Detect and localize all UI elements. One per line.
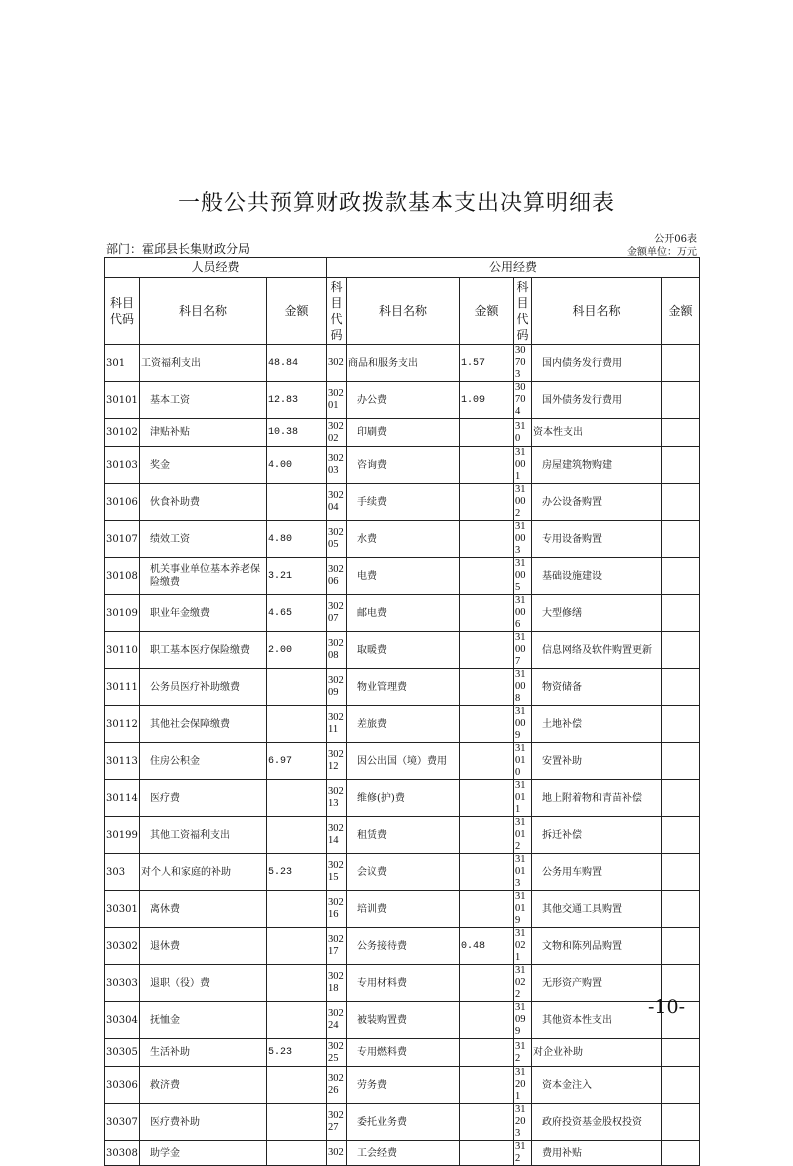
cell-name: 对企业补助 — [532, 1039, 662, 1067]
table-row — [105, 558, 700, 595]
cell-amount: 48.84 — [267, 345, 327, 382]
cell-amount: 1.57 — [460, 345, 514, 382]
table-row — [105, 419, 700, 447]
cell-code: 31008 — [514, 669, 532, 706]
cell-amount — [460, 558, 514, 595]
cell-code: 303 — [105, 854, 140, 891]
cell-amount — [460, 669, 514, 706]
cell-amount — [662, 1039, 700, 1067]
table-row — [105, 891, 700, 928]
cell-amount — [662, 1141, 700, 1166]
header-code: 科目代码 — [327, 278, 347, 345]
cell-code: 30101 — [105, 382, 140, 419]
cell-code: 30224 — [327, 1002, 347, 1039]
cell-name: 物业管理费 — [347, 669, 460, 706]
cell-amount — [267, 669, 327, 706]
cell-name: 培训费 — [347, 891, 460, 928]
cell-name: 维修(护)费 — [347, 780, 460, 817]
cell-amount — [267, 484, 327, 521]
header-name: 科目名称 — [140, 278, 267, 345]
table-row — [105, 382, 700, 419]
cell-amount — [460, 891, 514, 928]
cell-amount — [267, 1141, 327, 1166]
cell-name: 费用补贴 — [532, 1141, 662, 1166]
cell-code: 30206 — [327, 558, 347, 595]
cell-code: 301 — [105, 345, 140, 382]
cell-amount — [662, 891, 700, 928]
cell-code: 31012 — [514, 817, 532, 854]
cell-code: 31005 — [514, 558, 532, 595]
cell-name: 其他资本性支出 — [532, 1002, 662, 1039]
cell-code: 30106 — [105, 484, 140, 521]
cell-amount — [662, 484, 700, 521]
cell-amount — [267, 1067, 327, 1104]
cell-code: 30703 — [514, 345, 532, 382]
cell-amount — [267, 891, 327, 928]
cell-code: 30203 — [327, 447, 347, 484]
table-row — [105, 447, 700, 484]
cell-name: 退休费 — [140, 928, 267, 965]
table-row — [105, 743, 700, 780]
cell-code: 31010 — [514, 743, 532, 780]
cell-name: 委托业务费 — [347, 1104, 460, 1141]
cell-name: 生活补助 — [140, 1039, 267, 1067]
cell-code: 30112 — [105, 706, 140, 743]
table-row — [105, 1104, 700, 1141]
cell-code: 30103 — [105, 447, 140, 484]
table-row — [105, 854, 700, 891]
cell-name: 住房公积金 — [140, 743, 267, 780]
cell-code: 30209 — [327, 669, 347, 706]
cell-code: 31001 — [514, 447, 532, 484]
cell-amount — [460, 1039, 514, 1067]
header-code: 科目代码 — [514, 278, 532, 345]
cell-code: 30110 — [105, 632, 140, 669]
cell-name: 其他工资福利支出 — [140, 817, 267, 854]
cell-amount: 4.00 — [267, 447, 327, 484]
cell-code: 30226 — [327, 1067, 347, 1104]
cell-name: 离休费 — [140, 891, 267, 928]
cell-code: 30111 — [105, 669, 140, 706]
page-number: -10- — [648, 996, 686, 1018]
cell-code: 30211 — [327, 706, 347, 743]
cell-name: 机关事业单位基本养老保险缴费 — [140, 558, 267, 595]
cell-name: 公务接待费 — [347, 928, 460, 965]
cell-code: 31013 — [514, 854, 532, 891]
cell-code: 30201 — [327, 382, 347, 419]
cell-code: 30301 — [105, 891, 140, 928]
cell-code: 31099 — [514, 1002, 532, 1039]
cell-code: 30216 — [327, 891, 347, 928]
cell-name: 政府投资基金股权投资 — [532, 1104, 662, 1141]
cell-name: 津贴补贴 — [140, 419, 267, 447]
cell-amount: 12.83 — [267, 382, 327, 419]
cell-amount — [460, 706, 514, 743]
cell-amount — [662, 743, 700, 780]
cell-amount — [460, 1104, 514, 1141]
cell-name: 职工基本医疗保险缴费 — [140, 632, 267, 669]
cell-name: 救济费 — [140, 1067, 267, 1104]
cell-code: 30102 — [105, 419, 140, 447]
table-row — [105, 484, 700, 521]
table-row — [105, 780, 700, 817]
table-row — [105, 1039, 700, 1067]
table-row — [105, 632, 700, 669]
table-row — [105, 345, 700, 382]
cell-amount — [460, 419, 514, 447]
cell-code: 30207 — [327, 595, 347, 632]
cell-amount — [267, 817, 327, 854]
cell-amount — [460, 521, 514, 558]
cell-amount — [460, 1141, 514, 1166]
group-public: 公用经费 — [327, 258, 700, 278]
cell-name: 劳务费 — [347, 1067, 460, 1104]
cell-name: 对个人和家庭的补助 — [140, 854, 267, 891]
cell-name: 租赁费 — [347, 817, 460, 854]
cell-amount — [662, 632, 700, 669]
cell-name: 工会经费 — [347, 1141, 460, 1166]
cell-code: 30205 — [327, 521, 347, 558]
cell-code: 31002 — [514, 484, 532, 521]
cell-code: 31022 — [514, 965, 532, 1002]
cell-code: 31003 — [514, 521, 532, 558]
cell-amount: 6.97 — [267, 743, 327, 780]
table-row — [105, 669, 700, 706]
cell-code: 312 — [514, 1039, 532, 1067]
cell-name: 奖金 — [140, 447, 267, 484]
cell-amount — [267, 965, 327, 1002]
cell-amount — [662, 706, 700, 743]
cell-name: 土地补偿 — [532, 706, 662, 743]
cell-amount — [460, 854, 514, 891]
cell-name: 公务员医疗补助缴费 — [140, 669, 267, 706]
cell-name: 退职（役）费 — [140, 965, 267, 1002]
table-row — [105, 928, 700, 965]
header-amount: 金额 — [662, 278, 700, 345]
table-row — [105, 1141, 700, 1166]
cell-amount — [662, 669, 700, 706]
page-title: 一般公共预算财政拨款基本支出决算明细表 — [177, 191, 615, 216]
cell-code: 30114 — [105, 780, 140, 817]
cell-name: 基本工资 — [140, 382, 267, 419]
cell-name: 绩效工资 — [140, 521, 267, 558]
cell-amount: 5.23 — [267, 854, 327, 891]
cell-amount — [267, 1104, 327, 1141]
cell-amount — [267, 780, 327, 817]
cell-amount — [662, 854, 700, 891]
cell-name: 水费 — [347, 521, 460, 558]
cell-name: 医疗费补助 — [140, 1104, 267, 1141]
cell-code: 30109 — [105, 595, 140, 632]
table-row — [105, 965, 700, 1002]
header-name: 科目名称 — [347, 278, 460, 345]
cell-code: 31011 — [514, 780, 532, 817]
cell-amount — [460, 1002, 514, 1039]
cell-amount — [662, 521, 700, 558]
cell-amount: 1.09 — [460, 382, 514, 419]
cell-code: 31009 — [514, 706, 532, 743]
cell-name: 商品和服务支出 — [347, 345, 460, 382]
cell-name: 印刷费 — [347, 419, 460, 447]
cell-name: 邮电费 — [347, 595, 460, 632]
cell-amount: 4.65 — [267, 595, 327, 632]
cell-code: 30218 — [327, 965, 347, 1002]
cell-amount — [460, 484, 514, 521]
cell-name: 房屋建筑物购建 — [532, 447, 662, 484]
group-personnel: 人员经费 — [105, 258, 327, 278]
cell-name: 取暖费 — [347, 632, 460, 669]
cell-amount — [460, 447, 514, 484]
table-row — [105, 817, 700, 854]
cell-name: 职业年金缴费 — [140, 595, 267, 632]
expenditure-table — [104, 257, 700, 1166]
group-header-row — [105, 258, 700, 278]
cell-amount — [460, 965, 514, 1002]
cell-amount — [662, 382, 700, 419]
cell-code: 30704 — [514, 382, 532, 419]
cell-amount — [662, 419, 700, 447]
cell-name: 差旅费 — [347, 706, 460, 743]
cell-amount: 2.00 — [267, 632, 327, 669]
cell-amount: 0.48 — [460, 928, 514, 965]
cell-name: 助学金 — [140, 1141, 267, 1166]
cell-name: 物资储备 — [532, 669, 662, 706]
cell-code: 30214 — [327, 817, 347, 854]
cell-name: 其他交通工具购置 — [532, 891, 662, 928]
cell-code: 30307 — [105, 1104, 140, 1141]
cell-name: 国内债务发行费用 — [532, 345, 662, 382]
cell-name: 大型修缮 — [532, 595, 662, 632]
cell-name: 基础设施建设 — [532, 558, 662, 595]
amount-unit-label: 金额单位：万元 — [627, 247, 697, 258]
cell-amount — [267, 1002, 327, 1039]
cell-amount — [460, 817, 514, 854]
cell-code: 31007 — [514, 632, 532, 669]
cell-name: 咨询费 — [347, 447, 460, 484]
cell-name: 资本金注入 — [532, 1067, 662, 1104]
table-row — [105, 521, 700, 558]
cell-code: 31006 — [514, 595, 532, 632]
cell-name: 公务用车购置 — [532, 854, 662, 891]
cell-amount — [267, 928, 327, 965]
cell-code: 302 — [327, 1141, 347, 1166]
cell-name: 抚恤金 — [140, 1002, 267, 1039]
cell-name: 办公设备购置 — [532, 484, 662, 521]
cell-amount — [460, 743, 514, 780]
cell-amount — [460, 632, 514, 669]
cell-code: 30227 — [327, 1104, 347, 1141]
cell-code: 30302 — [105, 928, 140, 965]
cell-code: 30107 — [105, 521, 140, 558]
cell-amount: 4.80 — [267, 521, 327, 558]
cell-name: 无形资产购置 — [532, 965, 662, 1002]
cell-code: 30305 — [105, 1039, 140, 1067]
cell-amount — [662, 345, 700, 382]
cell-amount: 10.38 — [267, 419, 327, 447]
cell-name: 其他社会保障缴费 — [140, 706, 267, 743]
column-header-row — [105, 278, 700, 345]
cell-amount: 5.23 — [267, 1039, 327, 1067]
cell-name: 拆迁补偿 — [532, 817, 662, 854]
cell-amount — [662, 447, 700, 484]
cell-name: 资本性支出 — [532, 419, 662, 447]
cell-name: 文物和陈列品购置 — [532, 928, 662, 965]
cell-name: 专用材料费 — [347, 965, 460, 1002]
cell-code: 30108 — [105, 558, 140, 595]
cell-name: 办公费 — [347, 382, 460, 419]
cell-name: 手续费 — [347, 484, 460, 521]
cell-amount — [460, 1067, 514, 1104]
cell-code: 30217 — [327, 928, 347, 965]
cell-name: 伙食补助费 — [140, 484, 267, 521]
cell-code: 30308 — [105, 1141, 140, 1166]
header-code: 科目代码 — [105, 278, 140, 345]
cell-code: 30304 — [105, 1002, 140, 1039]
cell-amount — [662, 817, 700, 854]
cell-name: 地上附着物和青苗补偿 — [532, 780, 662, 817]
cell-name: 国外债务发行费用 — [532, 382, 662, 419]
cell-name: 专用设备购置 — [532, 521, 662, 558]
cell-code: 312 — [514, 1141, 532, 1166]
cell-amount — [460, 780, 514, 817]
cell-amount — [662, 1104, 700, 1141]
cell-code: 30303 — [105, 965, 140, 1002]
table-row — [105, 1067, 700, 1104]
cell-code: 30225 — [327, 1039, 347, 1067]
cell-code: 31021 — [514, 928, 532, 965]
cell-amount — [662, 1067, 700, 1104]
cell-amount — [460, 595, 514, 632]
cell-code: 30215 — [327, 854, 347, 891]
cell-code: 30204 — [327, 484, 347, 521]
cell-code: 30113 — [105, 743, 140, 780]
header-name: 科目名称 — [532, 278, 662, 345]
cell-code: 302 — [327, 345, 347, 382]
cell-amount — [662, 928, 700, 965]
cell-amount — [662, 780, 700, 817]
cell-code: 30306 — [105, 1067, 140, 1104]
cell-name: 电费 — [347, 558, 460, 595]
cell-code: 30213 — [327, 780, 347, 817]
cell-name: 工资福利支出 — [140, 345, 267, 382]
cell-code: 31019 — [514, 891, 532, 928]
cell-code: 31201 — [514, 1067, 532, 1104]
cell-code: 310 — [514, 419, 532, 447]
header-amount: 金额 — [267, 278, 327, 345]
cell-name: 专用燃料费 — [347, 1039, 460, 1067]
table-row — [105, 706, 700, 743]
cell-name: 被装购置费 — [347, 1002, 460, 1039]
cell-name: 会议费 — [347, 854, 460, 891]
cell-code: 30199 — [105, 817, 140, 854]
cell-amount — [267, 706, 327, 743]
cell-code: 30212 — [327, 743, 347, 780]
cell-name: 医疗费 — [140, 780, 267, 817]
cell-code: 31203 — [514, 1104, 532, 1141]
header-amount: 金额 — [460, 278, 514, 345]
department-label: 部门：霍邱县长集财政分局 — [106, 242, 251, 256]
cell-code: 30202 — [327, 419, 347, 447]
table-row — [105, 1002, 700, 1039]
cell-name: 信息网络及软件购置更新 — [532, 632, 662, 669]
cell-amount: 3.21 — [267, 558, 327, 595]
cell-amount — [662, 595, 700, 632]
form-number: 公开06表 — [654, 234, 697, 245]
table-row — [105, 595, 700, 632]
cell-name: 因公出国（境）费用 — [347, 743, 460, 780]
cell-code: 30208 — [327, 632, 347, 669]
cell-name: 安置补助 — [532, 743, 662, 780]
cell-amount — [662, 558, 700, 595]
